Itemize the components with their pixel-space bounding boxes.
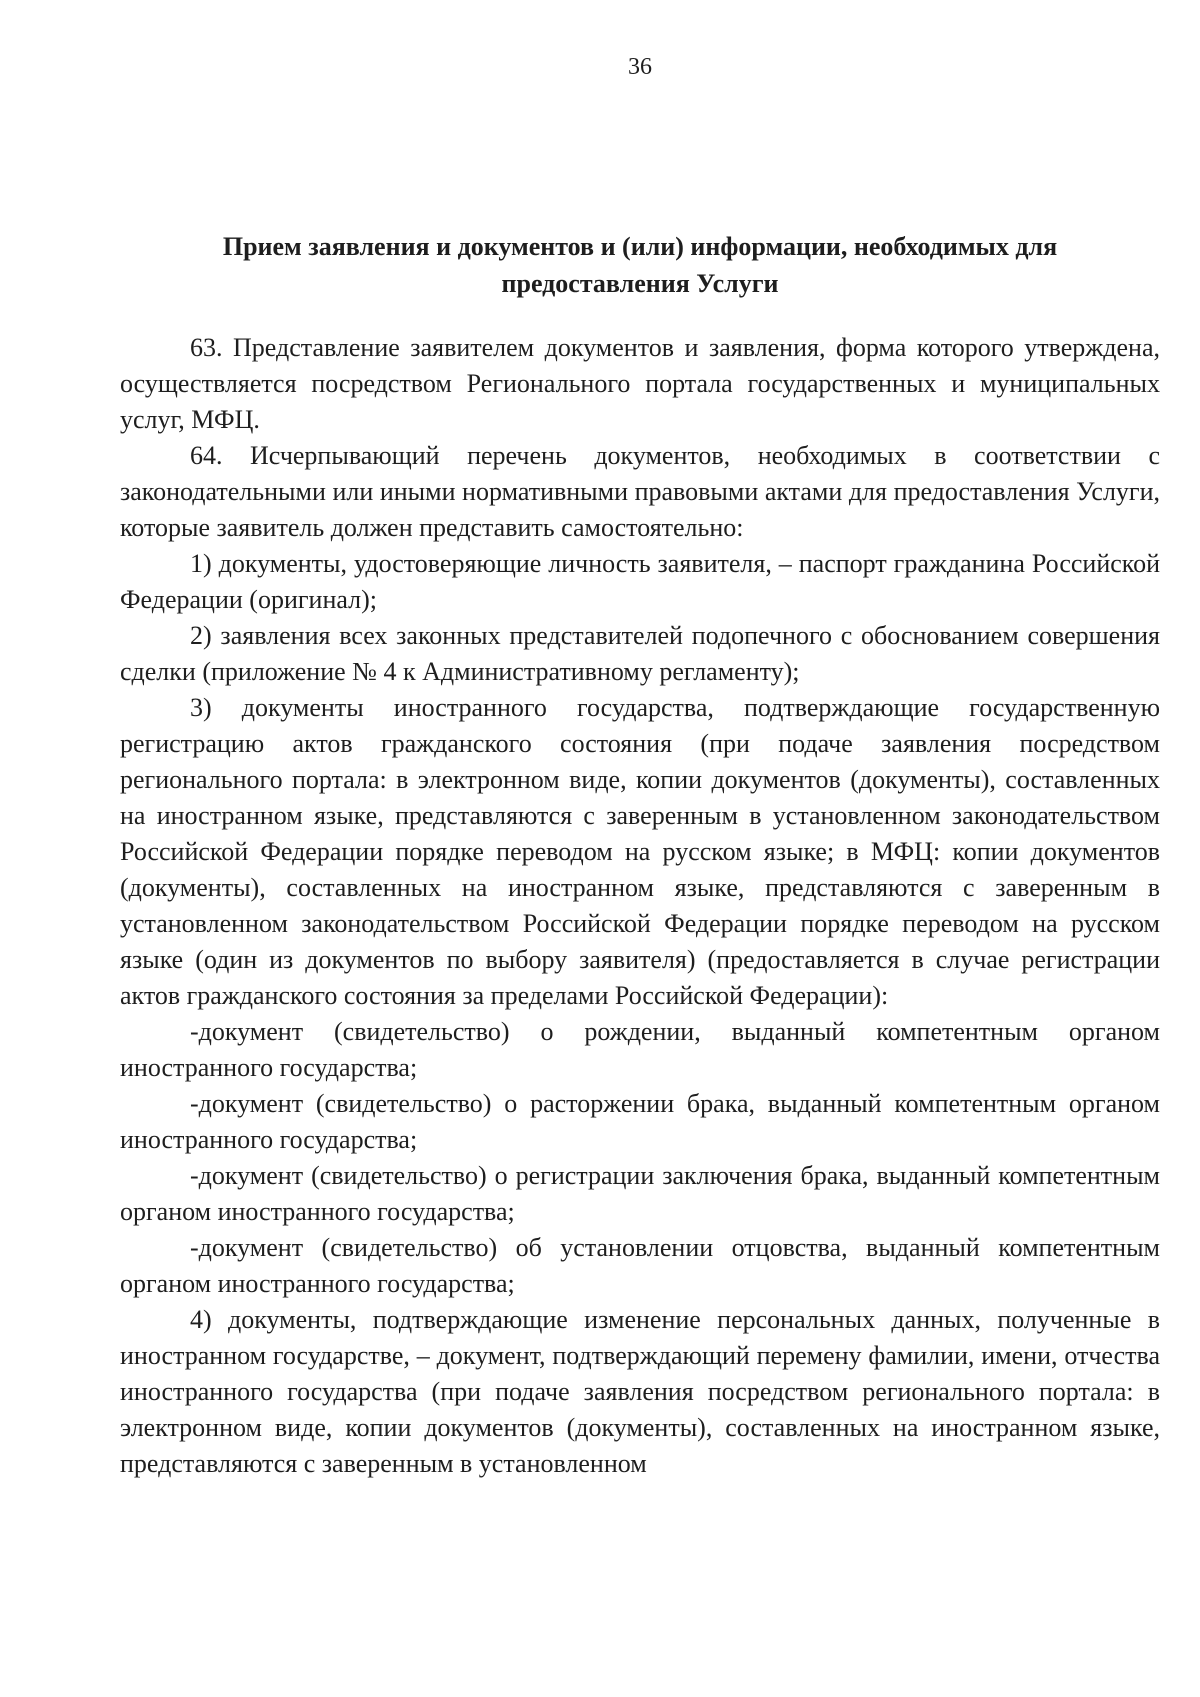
list-item-3: 3) документы иностранного государства, подтверждающие государственную регистрацию актов гражданского состояния (при подаче заявления посредством регионального портала: в электронном виде, копии документов (документы), составленных на иностранном языке, представляются с заверенным в установленном законодательством Российской Федерации порядке переводом на русском языке; в МФЦ: копии документов (документы), составленных на иностранном языке, представляются с заверенным в установленном законодательством Российской Федерации порядке переводом на русском языке (один из документов по выбору заявителя) (предоставляется в случае регистрации актов гражданского состояния за пределами Российской Федерации): xyxy=(120,693,1160,1010)
sub-item-divorce-certificate: -документ (свидетельство) о расторжении брака, выданный компетентным органом иностранного государства; xyxy=(120,1089,1160,1154)
sub-item-birth-certificate: -документ (свидетельство) о рождении, выданный компетентным органом иностранного государства; xyxy=(120,1017,1160,1082)
document-body xyxy=(120,330,1160,1482)
sub-item-paternity-certificate: -документ (свидетельство) об установлении отцовства, выданный компетентным органом иностранного государства; xyxy=(120,1233,1160,1298)
section-heading-line-2: предоставления Услуги xyxy=(501,269,779,298)
paragraph-64: 64. Исчерпывающий перечень документов, необходимых в соответствии с законодательными или иными нормативными правовыми актами для предоставления Услуги, которые заявитель должен представить самостоятельно: xyxy=(120,441,1160,542)
list-item-4: 4) документы, подтверждающие изменение персональных данных, полученные в иностранном государстве, – документ, подтверждающий перемену фамилии, имени, отчества иностранного государства (при подаче заявления посредством регионального портала: в электронном виде, копии документов (документы), составленных на иностранном языке, представляются с заверенным в установленном xyxy=(120,1305,1160,1478)
list-item-1: 1) документы, удостоверяющие личность заявителя, – паспорт гражданина Российской Федерации (оригинал); xyxy=(120,549,1160,614)
page-number: 36 xyxy=(628,54,652,80)
section-heading-line-1: Прием заявления и документов и (или) информации, необходимых для xyxy=(222,232,1058,261)
paragraph-63: 63. Представление заявителем документов и заявления, форма которого утверждена, осуществляется посредством Регионального портала государственных и муниципальных услуг, МФЦ. xyxy=(120,333,1160,434)
list-item-2: 2) заявления всех законных представителей подопечного с обоснованием совершения сделки (приложение № 4 к Административному регламенту); xyxy=(120,621,1160,686)
section-heading xyxy=(120,228,1160,302)
sub-item-marriage-certificate: -документ (свидетельство) о регистрации заключения брака, выданный компетентным органом иностранного государства; xyxy=(120,1161,1160,1226)
